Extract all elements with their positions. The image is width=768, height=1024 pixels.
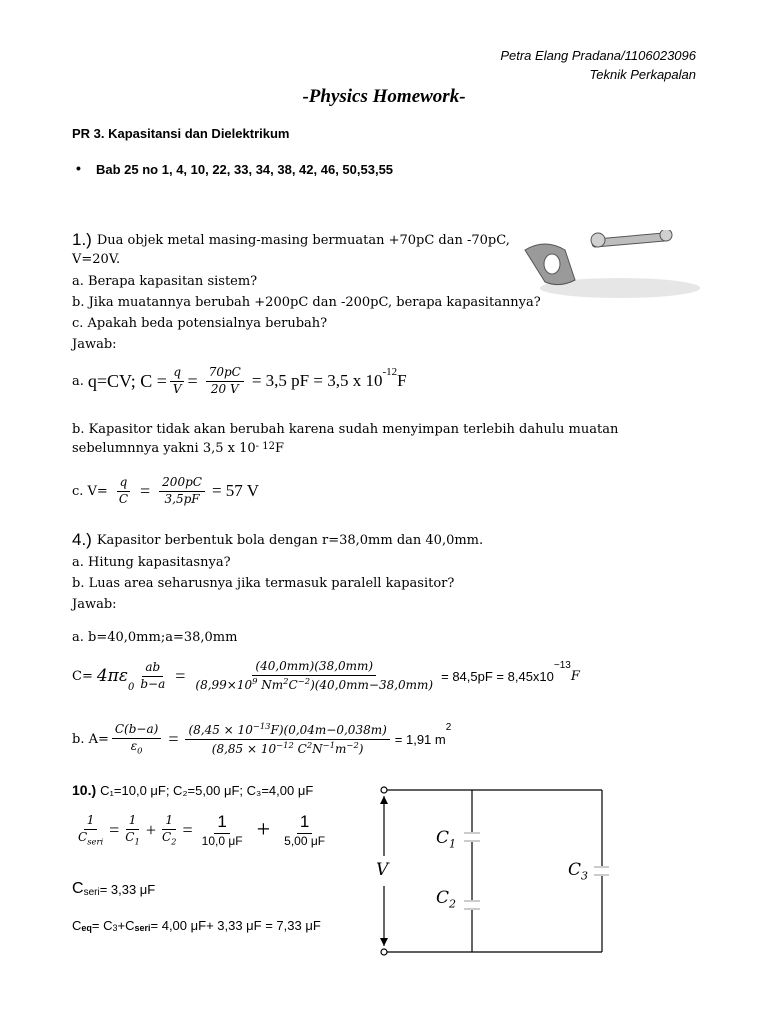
q10-c2-den-c: C: [161, 829, 172, 844]
q1-frac-200pc-den: 3,5pF: [164, 491, 200, 506]
bab-list: Bab 25 no 1, 4, 10, 22, 33, 34, 38, 42, 46, 50,53,55: [96, 162, 394, 177]
q10-ceq-plus-sub: seri: [134, 923, 151, 933]
q4-c-result-unit: F: [570, 668, 580, 684]
q10-frac-c1-num: 1: [126, 814, 140, 830]
q1-jawab: Jawab:: [72, 337, 117, 352]
q10-cseri-sub: seri: [83, 887, 100, 898]
q4-area1-den-sub: 0: [137, 745, 143, 756]
q1-number: 1.): [72, 230, 92, 249]
q1-answer-c: [72, 476, 259, 507]
q1-frac-q: q: [170, 366, 184, 382]
q10-c1-den-c: C: [125, 829, 135, 844]
circuit-label-c3: [568, 860, 588, 882]
q4-area2-den-exp: −12: [276, 739, 294, 750]
q4-area2-den-p2: C: [293, 741, 307, 756]
q1-frac-200pc-num: 200pC: [159, 476, 205, 492]
q4-den-exp3: −2: [297, 675, 311, 686]
q4-a-result: = 1,91 m: [394, 731, 446, 747]
q1-answer-b-line2: [72, 441, 284, 456]
circuit-label-c1: [436, 828, 456, 850]
q4-den-part2: Nm: [257, 677, 284, 692]
q4-frac-area1: [112, 723, 161, 756]
q10-cseri-value: = 3,33 μF: [99, 881, 156, 897]
q10-frac-10uf-num: 1: [214, 812, 229, 834]
q10-frac-cseri-den: [75, 830, 106, 847]
q10-cseri-result: [72, 880, 155, 898]
q4-c-prefix: C=: [72, 668, 93, 684]
q1-frac-v: V: [172, 381, 182, 396]
q10-ceq-mid: = C: [91, 918, 113, 933]
q10-given: C₁=10,0 μF; C₂=5,00 μF; C₃=4,00 μF: [100, 782, 314, 798]
q4-area2-den-exp2: 2: [306, 739, 313, 750]
q4-den-part4: )(40,0mm−38,0mm): [310, 677, 434, 692]
bullet: •: [76, 160, 81, 176]
q4-area-eq: [72, 722, 451, 757]
q1-ans-a-result: = 3,5 pF = 3,5 x 10: [251, 371, 383, 391]
q10-ceq-value: = 4,00 μF+ 3,33 μF = 7,33 μF: [150, 918, 321, 933]
q4-area2-den-p3: N: [312, 741, 323, 756]
q4-frac-main-num: (40,0mm)(38,0mm): [252, 660, 376, 676]
q10-eq-plus1: +: [145, 819, 156, 840]
q10-cseri-label: C: [72, 880, 84, 897]
q10-eq-equals2: =: [182, 819, 193, 840]
q4-frac-area2-den: [209, 740, 367, 757]
q10-frac-c1-den: [122, 830, 143, 847]
q10-eq-plus2: +: [256, 816, 271, 843]
q10-frac-c2-den: [159, 830, 180, 847]
q4-area2-num-p2: F)(0,04m−0,038m): [270, 723, 387, 737]
q4-den-exp2: 2: [283, 675, 289, 686]
q10-cseri-den-sub: seri: [87, 835, 104, 846]
q4-den-exp1: 9: [252, 675, 258, 686]
q1-part-b: b. Jika muatannya berubah +200pC dan -200pC, berapa kapasitannya?: [72, 295, 541, 310]
q4-a-prefix: b. A=: [72, 731, 109, 747]
q4-den-part3: C: [288, 677, 298, 692]
q10-c1-den-sub: 1: [134, 835, 140, 846]
circuit-label-v: V: [376, 860, 389, 880]
circuit-c1-sub: 1: [449, 837, 457, 851]
wrench-head: [591, 233, 605, 247]
q1-part-a: a. Berapa kapasitan sistem?: [72, 274, 258, 289]
q1-ans-a-exp: -12: [382, 366, 398, 378]
q1-stem-line1: [72, 230, 510, 250]
q4-den-part1: (8,99×10: [195, 677, 253, 692]
q4-capacitance-eq: [72, 660, 580, 693]
q4-c-result: = 84,5pF = 8,45x10: [441, 668, 554, 684]
q10-frac-5uf-num: 1: [297, 812, 312, 834]
q10-frac-cseri-num: 1: [84, 814, 98, 830]
q4-area1-den-eps: ε: [130, 738, 138, 753]
q1-stem1: Dua objek metal masing-masing bermuatan +70pC dan -70pC,: [96, 232, 510, 248]
q1-ans-b2-unit: F: [274, 441, 284, 456]
q4-stem: Kapasitor berbentuk bola dengan r=38,0mm dan 40,0mm.: [96, 532, 484, 548]
q10-ceq-sub: eq: [81, 923, 92, 933]
q4-c-coef-sub: 0: [127, 681, 135, 693]
department-line: Teknik Perkapalan: [589, 67, 696, 82]
q4-number: 4.): [72, 530, 92, 549]
q1-ans-a-eq1: q=CV; C =: [87, 370, 167, 391]
q4-frac-area1-num: C(b−a): [112, 723, 161, 739]
q10-ceq-label: C: [72, 918, 82, 933]
q1-ans-c-prefix: c. V=: [72, 483, 108, 499]
q1-equals: =: [187, 370, 198, 391]
q4-frac-ab: [137, 661, 168, 692]
q1-frac-70pc-den: 20 V: [210, 381, 239, 396]
q1-answer-b-line1: b. Kapasitor tidak akan berubah karena sudah menyimpan terlebih dahulu muatan: [72, 422, 619, 437]
q10-number: 10.): [72, 782, 97, 798]
q1-ans-c-result: = 57 V: [211, 481, 260, 501]
saw-grip-hole: [544, 254, 560, 274]
q1-frac-c-q: q: [117, 476, 131, 492]
q4-part-a: a. Hitung kapasitasnya?: [72, 555, 231, 570]
q1-answer-a: [72, 366, 407, 397]
circuit-c2-sub: 2: [449, 897, 457, 911]
circuit-c1-letter: C: [436, 828, 450, 848]
tools-illustration: [520, 230, 705, 305]
q4-area2-den-exp4: −2: [346, 739, 359, 750]
terminal-top-icon: [381, 787, 387, 793]
q1-frac-c-C: C: [118, 491, 129, 506]
q4-area2-den-p5: ): [358, 741, 364, 756]
wrench-tail: [660, 230, 672, 241]
q1-frac-200pc: [159, 476, 205, 507]
q4-area2-num-p1: (8,45 × 10: [188, 723, 253, 737]
q1-part-c: c. Apakah beda potensialnya berubah?: [72, 316, 328, 331]
q10-frac-c2-num: 1: [162, 814, 176, 830]
q10-frac-c2: [159, 814, 180, 847]
q4-area2-num-exp: −13: [252, 721, 271, 731]
q1-c-equals: =: [140, 480, 151, 501]
q4-frac-main-den: [192, 676, 436, 693]
circuit-label-c2: [436, 888, 456, 910]
q1-frac-q-over-v: [170, 366, 185, 397]
q1-stem2: V=20V.: [72, 252, 121, 267]
q4-stem-line: [72, 530, 483, 550]
q4-frac-main: [192, 660, 436, 693]
circuit-diagram: [372, 778, 610, 964]
q10-frac-cseri: [75, 814, 106, 847]
q4-frac-area1-den: [128, 739, 146, 756]
q4-area2-den-p4: m: [335, 741, 347, 756]
q4-frac-area2: [185, 722, 389, 757]
q4-jawab: Jawab:: [72, 597, 117, 612]
q4-c-equals: =: [175, 665, 186, 686]
q10-cseri-den-c: C: [78, 829, 88, 844]
circuit-c3-sub: 3: [581, 869, 589, 883]
q1-ans-a-prefix: a.: [72, 373, 84, 389]
page-title: -Physics Homework-: [302, 86, 466, 107]
q10-ceq-mid-sub: 3: [112, 923, 118, 933]
q10-c2-den-sub: 2: [171, 835, 177, 846]
q10-frac-10uf-den: 10,0 μF: [201, 833, 243, 848]
circuit-c2-letter: C: [436, 888, 450, 908]
q4-frac-ab-den: b−a: [140, 676, 166, 691]
q10-frac-10uf: [199, 812, 246, 848]
q4-frac-ab-num: ab: [142, 661, 163, 677]
circuit-c3-letter: C: [568, 860, 582, 880]
q4-c-result-exp: −13: [553, 660, 571, 671]
q4-area2-den-p1: (8,85 × 10: [211, 741, 277, 756]
q1-ans-b2: sebelumnnya yakni 3,5 x 10: [72, 441, 256, 456]
v-arrow-up-icon: [380, 796, 388, 804]
q4-a-result-exp: 2: [445, 722, 452, 733]
q10-eq-equals1: =: [109, 819, 120, 840]
q10-frac-5uf: [281, 812, 328, 848]
q1-frac-70pc: [206, 366, 244, 397]
v-arrow-down-icon: [380, 938, 388, 946]
pr-subtitle: PR 3. Kapasitansi dan Dielektrikum: [72, 126, 290, 141]
terminal-bottom-icon: [381, 949, 387, 955]
q4-area2-den-exp3: −1: [322, 739, 336, 750]
q10-frac-c1: [122, 814, 143, 847]
author-line: Petra Elang Pradana/1106023096: [500, 48, 696, 63]
q4-part-b: b. Luas area seharusnya jika termasuk paralell kapasitor?: [72, 576, 455, 591]
q10-given-line: [72, 782, 313, 798]
q4-a-equals: =: [168, 728, 179, 749]
q10-series-eq: [72, 812, 331, 848]
q4-frac-area2-num: [185, 722, 389, 740]
q10-ceq-plus: +C: [117, 918, 135, 933]
q10-ceq-result: [72, 918, 321, 933]
q10-frac-5uf-den: 5,00 μF: [284, 833, 326, 848]
q1-ans-b2-exp: - 12: [255, 441, 275, 452]
q4-given: a. b=40,0mm;a=38,0mm: [72, 630, 238, 645]
q4-c-coef: 4πε: [96, 666, 128, 687]
q1-frac-q-over-c: [116, 476, 131, 507]
q1-ans-a-unit: F: [397, 371, 407, 391]
q1-frac-70pc-num: 70pC: [206, 366, 244, 382]
